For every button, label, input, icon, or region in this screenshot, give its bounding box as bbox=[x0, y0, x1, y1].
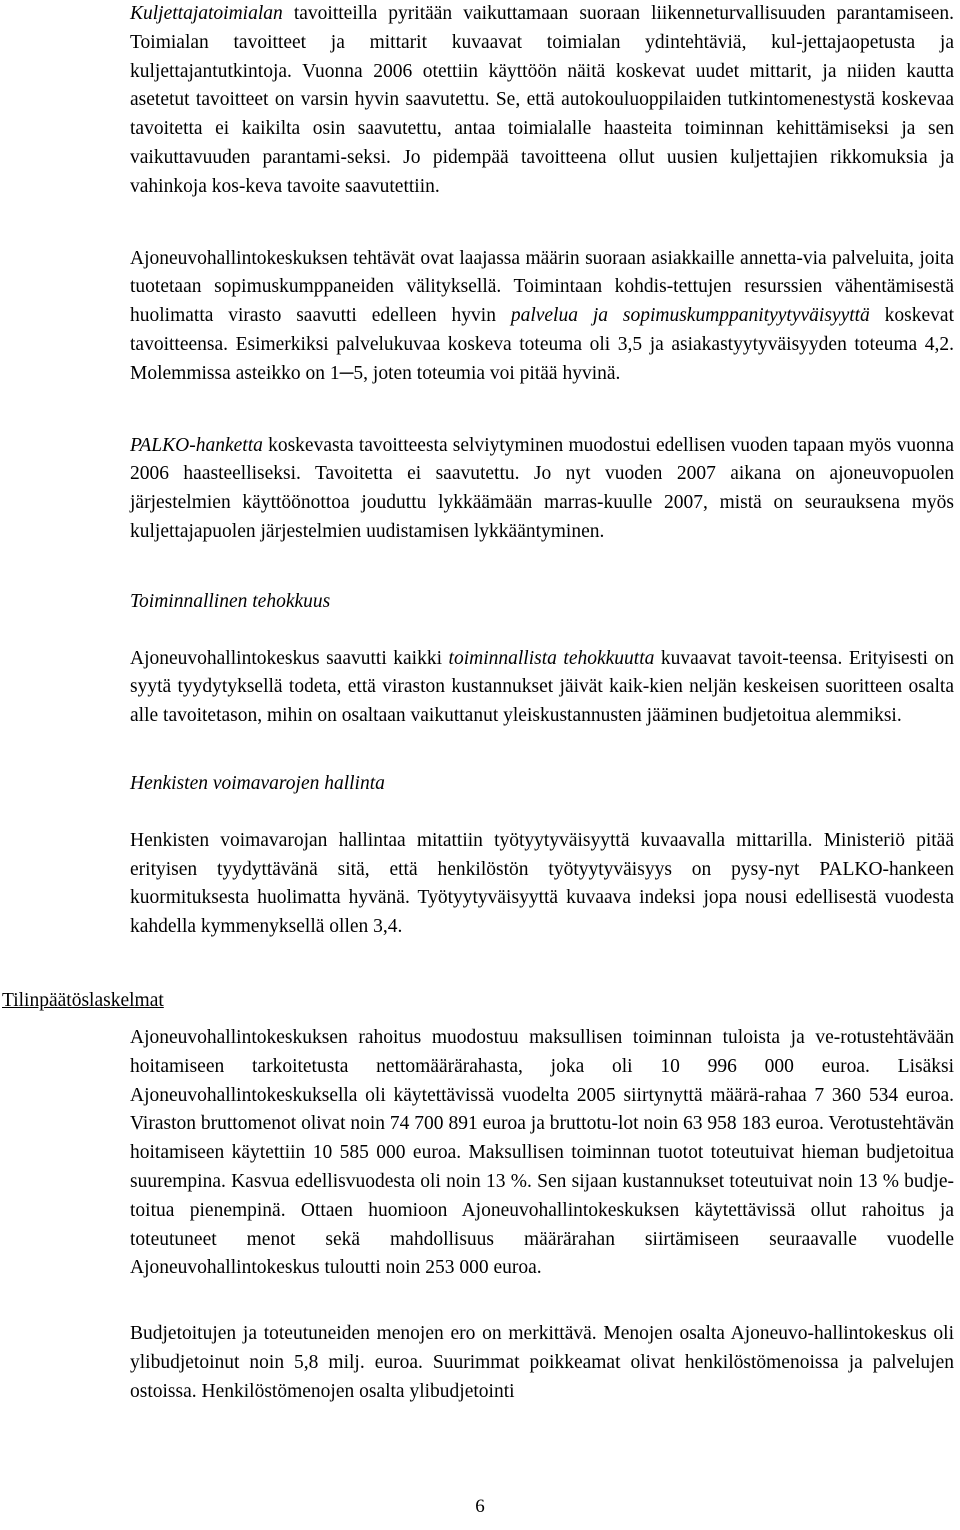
paragraph-text: Ajoneuvohallintokeskuksen tehtävät ovat laajassa määrin suoraan asiakkaille annetta-via palveluita, joita tuotetaan sopimuskumppaneiden välityksellä. Toimintaan kohdis-tettujen resurssien vähentämisestä huolimatta virasto saavutti edelleen hyvin bbox=[130, 247, 954, 327]
paragraph-human-resources: Henkisten voimavarojan hallintaa mitattiin työtyytyväisyyttä kuvaavalla mittarilla. Ministeriö pitää erityisen tyydyttävänä sitä, että henkilöstön työtyytyväisyys on pysy-nyt PALKO-hankeen kuormituksesta huolimatta hyvänä. Työtyytyväisyyttä kuvaava indeksi jopa nousi edellisestä vuodesta kahdella kymmenyksellä ollen 3,4. bbox=[130, 829, 954, 938]
term-palko: PALKO-hanketta bbox=[130, 434, 263, 456]
section-heading-human-resources: Henkisten voimavarojen hallinta bbox=[130, 772, 385, 794]
paragraph-text: Ajoneuvohallintokeskus saavutti kaikki bbox=[130, 647, 449, 669]
paragraph-financing: Ajoneuvohallintokeskuksen rahoitus muodostuu maksullisen toiminnan tuloista ja ve-rotustehtävään hoitamiseen tarkoitetusta nettomäärärahasta, joka oli 10 996 000 euroa. Lisäksi Ajoneuvohallintokeskuksella oli käytettävissä vuodelta 2005 siirtynyttä määrä-rahaa 7 360 534 euroa. Viraston bruttomenot olivat noin 74 700 891 euroa ja bruttotu-lot noin 63 958 183 euroa. Verotustehtävän hoitamiseen käytettiin 10 585 000 euroa. Maksullisen toiminnan tuotot toteutuivat hieman budjetoitua suurempina. Kasvua edellisvuodesta oli noin 13 %. Sen sijaan kustannukset toteutuivat noin 13 % budje-toitua pienempinä. Ottaen huomioon Ajoneuvohallintokeskuksen käytettävissä ollut rahoitus ja toteutuneet menot sekä mahdollisuus määrärahan siirtämiseen seuraavalle vuodelle Ajoneuvohallintokeskus tuloutti noin 253 000 euroa. bbox=[130, 1026, 954, 1279]
paragraph-efficiency bbox=[130, 645, 954, 731]
paragraph-driver-sector bbox=[130, 0, 954, 202]
paragraph-budget-difference: Budjetoitujen ja toteutuneiden menojen ero on merkittävä. Menojen osalta Ajoneuvo-hallintokeskus oli ylibudjetoinut noin 5,8 milj. euroa. Suurimmat poikkeamat olivat henkilöstömenoissa ja palvelujen ostoissa. Henkilöstömenojen osalta ylibudjetointi bbox=[130, 1323, 954, 1402]
sidebar-heading-financial-statements: Tilinpäätöslaskelmat bbox=[2, 990, 164, 1011]
section-heading-operational-efficiency: Toiminnallinen tehokkuus bbox=[130, 590, 331, 612]
term-operational-efficiency: toiminnallista tehokkuutta bbox=[448, 647, 655, 669]
paragraph-text: kuvaavat tavoit-teensa. Erityisesti on syytä tyydytyksellä todeta, että viraston kustannukset jäivät kaik-kien neljän keskeisen suoritteen osalta alle tavoitetason, mihin on osaltaan vaikuttanut yleiskustannusten jääminen budjetoitua alemmiksi. bbox=[130, 647, 954, 727]
paragraph-text: koskevasta tavoitteesta selviytyminen muodostui edellisen vuoden tapaan myös vuonna 2006 haasteelliseksi. Tavoitetta ei saavutettu. Jo nyt vuoden 2007 aikana on ajoneuvopuolen järjestelmien käyttöönottoa jouduttu lykkäämään marras-kuulle 2007, mistä on seurauksena myös kuljettajapuolen järjestelmien uudistamisen lykkääntyminen. bbox=[130, 434, 954, 542]
paragraph-services bbox=[130, 245, 954, 389]
term-driver-sector: Kuljettajatoimialan bbox=[130, 3, 283, 24]
paragraph-text: koskevat tavoitteensa. Esimerkiksi palvelukuvaa koskeva toteuma oli 3,5 ja asiakastyytyväisyyden toteuma 4,2. Molemmissa asteikko on 1─5, joten toteumia voi pitää hyvinä. bbox=[130, 305, 954, 384]
main-text-column bbox=[130, 0, 954, 1406]
term-service-satisfaction: palvelua ja sopimuskumppanityytyväisyyttä bbox=[510, 305, 870, 327]
paragraph-text: tavoitteilla pyritään vaikuttamaan suoraan liikenneturvallisuuden parantamiseen. Toimialan tavoitteet ja mittarit kuvaavat toimialan ydintehtäviä, kul-jettajaopetusta ja kuljettajantutkintoja. Vuonna 2006 otettiin käyttöön näitä koskevat uudet mittarit, ja niiden kautta asetetut tavoitteet on varsin hyvin saavutettu. Se, että autokouluoppilaiden tutkintomenestystä koskevaa tavoitetta ei kaikilta osin saavutettu, antaa toimialalle haasteita toiminnan kehittämiseksi ja sen vaikuttavuuden parantami-seksi. Jo pidempää tavoitteena ollut uusien kuljettajien rikkomuksia ja vahinkoja kos-keva tavoite saavutettiin. bbox=[130, 3, 954, 197]
paragraph-palko bbox=[130, 432, 954, 547]
page-number: 6 bbox=[475, 1496, 485, 1517]
